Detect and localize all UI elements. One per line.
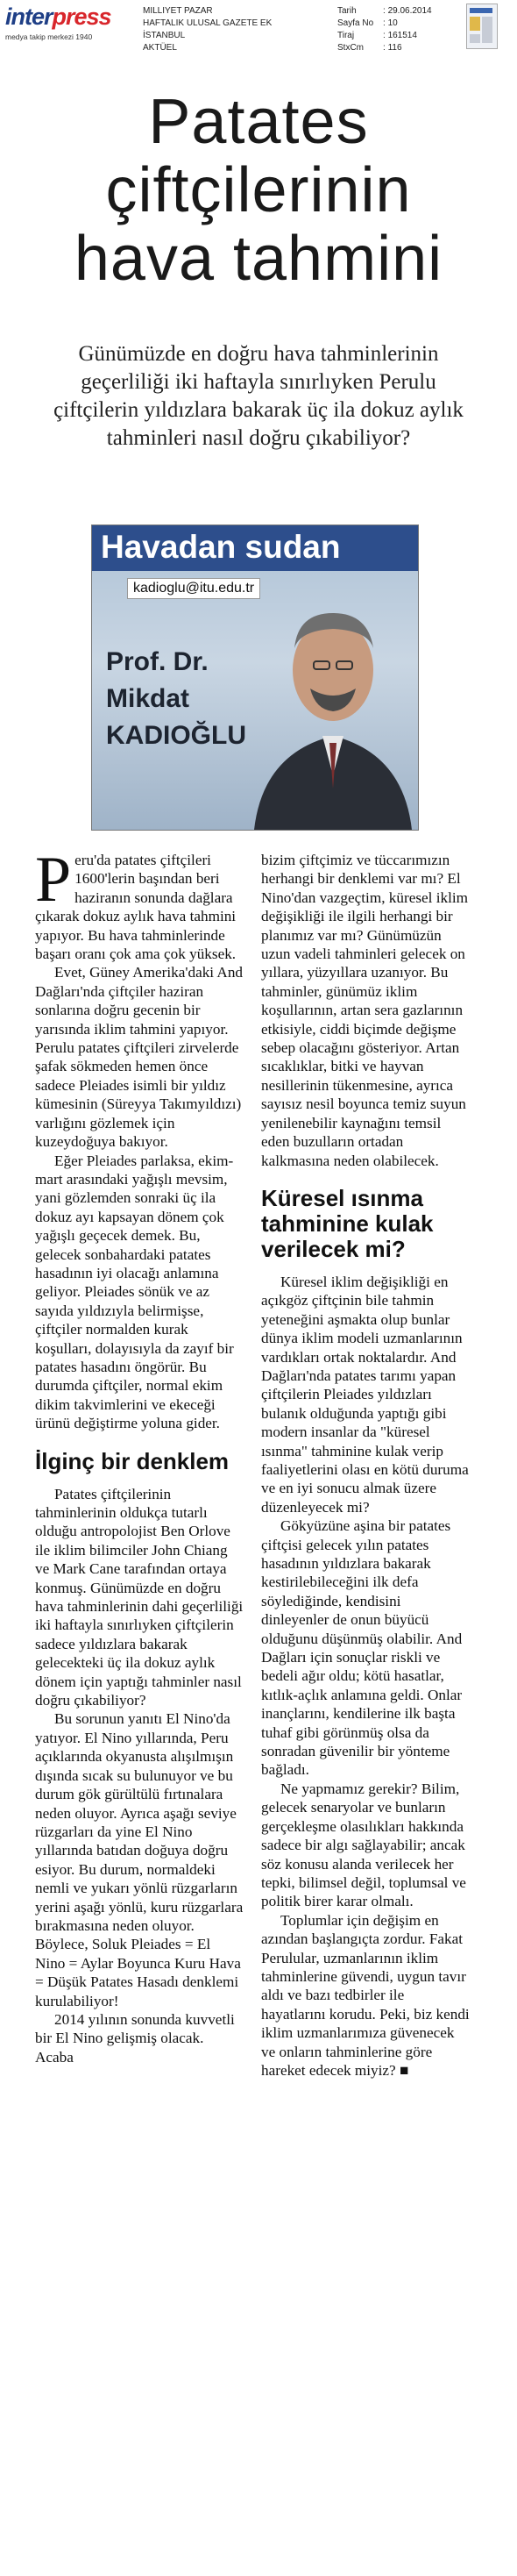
- meta-row-date: Tarih : 29.06.2014: [337, 6, 432, 16]
- publication-line: MILLIYET PAZAR: [143, 6, 213, 16]
- interpress-logo: [5, 4, 135, 46]
- body-paragraph: Eğer Pleiades parlaksa, ekim-mart arasındaki yağışlı mevsim, yani gözlemden sonraki üç ila dokuz ayı kapsayan dönem çok yağışlı geçecek demek. Bu, gelecek sonbahardaki patates hasadının iyi olacağı anlamına geliyor. Pleiades sönük ve az sayıda yıldızıyla belirmişse, çiftçiler normalden kurak koşulları, dolayısıyla da zayıf bir patates hasadını öngörür. Bu durumda çiftçiler, normal ekim dikim takvimlerini ve ekeceği ürünü değiştirme yoluna gider.: [35, 1152, 234, 1432]
- article-body: [35, 844, 482, 2561]
- article-headline: [0, 88, 517, 293]
- author-last-name: KADIOĞLU: [106, 721, 246, 750]
- page-thumbnail: [466, 4, 498, 49]
- headline-line: hava tahmini: [74, 224, 443, 294]
- body-column-2: [261, 851, 470, 2080]
- column-title: Havadan sudan: [101, 529, 341, 565]
- body-paragraph: Ne yapmamız gerekir? Bilim, gelecek senaryolar ve bunların gerçekleşme olasılıkları hakkında sadece bir algı sağlayabilir; ancak söz konusu alanda verilecek her tepki, bilimsel değil, toplumsal ve politik birer karar olmalı.: [261, 1780, 466, 1910]
- meta-row-stxcm: StxCm : 116: [337, 43, 402, 53]
- publication-info: [143, 5, 272, 54]
- headline-line: Patates: [148, 87, 369, 157]
- body-paragraph: Peru'da patates çiftçileri 1600'lerin başından beri haziranın sonunda dağlara çıkarak dokuz aylık hava tahmini yapıyor. Bu hava tahminlerinde başarı oranı çok ama çok yüksek.: [35, 844, 237, 963]
- author-first-name: Mikdat: [106, 684, 190, 713]
- body-paragraph: Küresel iklim değişikliği en açıkgöz çiftçinin bile tahmin yeteneğini aşmakta olup bunlar dünya iklim modeli uzmanlarının vardıkları ortak noktalardır. And Dağları'nda patates tarımı yapan çiftçilerin Pleiades yıldızları bulanık olduğunda yaptığı gibi modern insanlar da "küresel ısınma" tahminine kulak verip faaliyetlerini olası en kötü duruma ve en iyi sonucu almak üzere düzenleyecek mi?: [261, 1273, 469, 1516]
- publication-line: HAFTALIK ULUSAL GAZETE EK: [143, 18, 273, 28]
- drop-cap: P: [35, 844, 72, 916]
- body-paragraph: Bu sorunun yanıtı El Nino'da yatıyor. El Nino yıllarında, Peru açıklarında okyanusta alışılmışın dışında sıcak su bulunuyor ve bu durum gök gürültülü fırtınalara neden oluyor. Ayrıca aşağı seviye rüzgarları da yine El Nino yıllarında batıdan doğuya doğru esiyor. Bu durum, normaldeki nemli ve yukarı yönlü rüzgarların yerini aşağı yönlü, kuru rüzgarlara bırakmasına neden oluyor. Böylece, Soluk Pleiades = El Nino = Aylar Boyunca Kuru Hava = Düşük Patates Hasadı denklemi kurulabiliyor!: [35, 1710, 244, 2009]
- clipping-meta: [337, 5, 432, 54]
- logo-wordmark: interpress: [5, 4, 111, 30]
- body-paragraph: Toplumlar için değişim en azından başlangıçta zordur. Fakat Perulular, uzmanlarının iklim tahminlerine güvendi, uygun tavır aldı ve bazı tedbirler ile hayatlarını korudu. Peki, biz kendi iklim uzmanlarımıza güvenecek ve onların tahminlerine göre hareket edecek miyiz? ■: [261, 1911, 470, 2079]
- author-title: Prof. Dr.: [106, 647, 209, 676]
- headline-line: çiftçilerinin: [105, 155, 412, 225]
- meta-row-circulation: Tiraj : 161514: [337, 31, 417, 40]
- body-paragraph: 2014 yılının sonunda kuvvetli bir El Nino gelişmiş olacak. Acaba: [35, 2010, 235, 2066]
- subheading: Küresel ısınma tahminine kulak verilecek mi?: [261, 1184, 434, 1262]
- author-portrait-icon: [245, 587, 418, 830]
- publication-line: AKTÜEL: [143, 43, 177, 53]
- author-email: kadioglu@itu.edu.tr: [127, 578, 260, 599]
- body-paragraph: Evet, Güney Amerika'daki And Dağları'nda çiftçiler haziran sonlarına doğru gecenin bir yarısında iklim tahmini yapıyor. Perulu patates çiftçileri zirvelerde şafak sökmeden hemen önce sadece Pleiades isimli bir yıldız kümesinin (Süreyya Takımyıldızı) varlığını gözlemek için kuzeydoğuya bakıyor.: [35, 964, 244, 1151]
- body-paragraph: Gökyüzüne aşina bir patates çiftçisi gelecek yılın patates hasadının yıldızlara bakarak kestirilebileceğini ilk defa söylediğinde, kendisini dinleyenler de onun büyücü olduğunu düşünmüş olabilir. And Dağları için sonuçlar riskli ve bedeli ağır oldu; kötü hasatlar, kıtlık-açlık anlamına geldi. Onlar inançlarını, kendilerine ilk başta tuhaf gibi görünmüş olsa da sonradan güvenilir bir yönteme bağladı.: [261, 1517, 463, 1779]
- end-mark: ■: [399, 2060, 409, 2079]
- author-photo-banner: [91, 524, 419, 831]
- article-deck: Günümüzde en doğru hava tahminlerinin geçerliliği iki haftayla sınırlıyken Perulu çiftçilerin yıldızlara bakarak üç ila dokuz aylık tahminleri nasıl doğru çıkabiliyor?: [53, 342, 464, 450]
- clipping-header: [0, 0, 517, 54]
- meta-row-page: Sayfa No : 10: [337, 18, 398, 28]
- body-column-1: [35, 844, 244, 2066]
- body-paragraph: bizim çiftçimiz ve tüccarımızın herhangi bir denklemi var mı? El Nino'dan vazgeçtim, küresel iklim değişikliği ile ilgili herhangi bir planımız var mı? Günümüzün uzun vadeli tahminleri gelecek on yıllara, yüzyıllara uzanıyor. Bu tahminler, günümüz iklim koşullarının, artan sera gazlarının etkisiyle, ciddi biçimde değişme sebep olacağını gösteriyor. Artan sıcaklıklar, bitki ve hayvan nesillerinin tükenmesine, ayrıca sayısız nesil boyunca temiz suyun yenilenebilir kaynağını temsil eden buzulların ortadan kalkmasına neden olabilecek.: [261, 852, 469, 1169]
- subheading: İlginç bir denklem: [35, 1447, 230, 1474]
- body-paragraph: Patates çiftçilerinin tahminlerinin oldukça tutarlı olduğu antropolojist Ben Orlove ile iklim bilimciler John Chiang ve Mark Cane tarafından ortaya konmuş. Günümüzde en doğru hava tahminlerinin dahi geçerliliği iki haftayla sınırlıyken çiftçilerin sadece yıldızlara bakarak gelecekteki üç ila dokuz aylık dönem için yaptığı tahminler nasıl doğru çıkabiliyor?: [35, 1485, 244, 1709]
- publication-line: İSTANBUL: [143, 31, 186, 40]
- logo-subtitle: medya takip merkezi 1940: [5, 32, 93, 41]
